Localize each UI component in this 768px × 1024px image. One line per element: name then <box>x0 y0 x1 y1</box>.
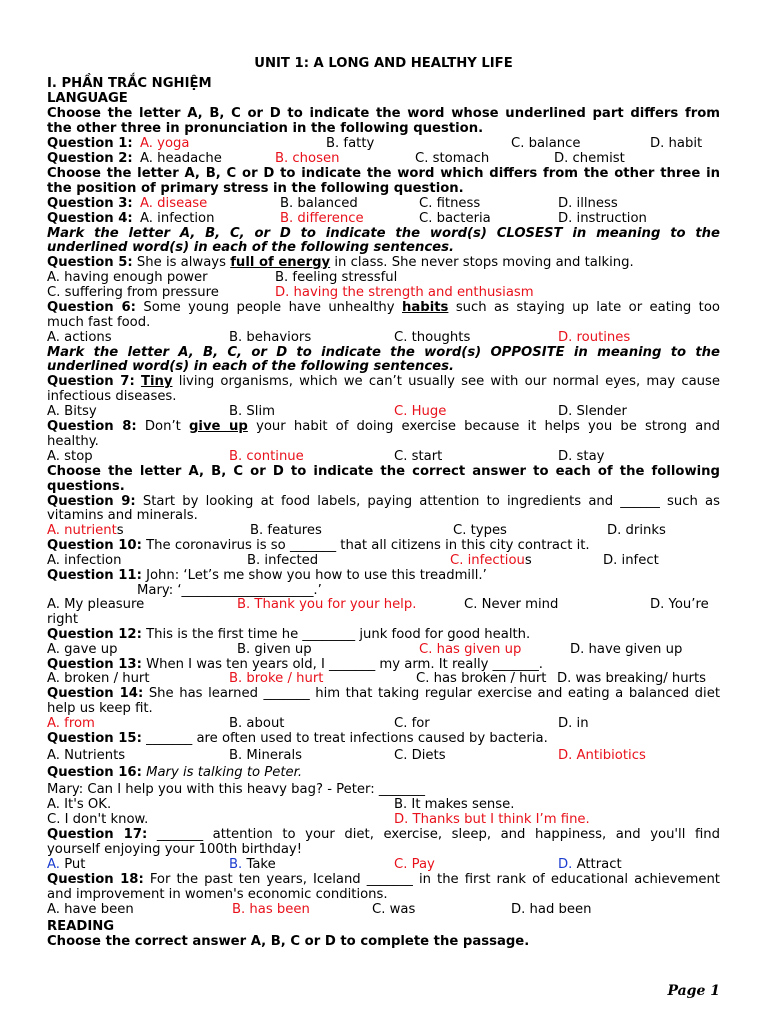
question-17-options <box>47 857 720 872</box>
question-label: Question 10: <box>47 538 142 553</box>
option-d: D. have given up <box>570 642 683 657</box>
option-b: B. Minerals <box>229 748 302 763</box>
question-14 <box>47 686 720 701</box>
question-7-continued: infectious diseases. <box>47 389 177 404</box>
option-b: B. chosen <box>275 151 340 166</box>
question-label: Question 2: <box>47 151 133 166</box>
option-d: D. was breaking/ hurts <box>557 671 707 686</box>
question-label: Question 13: <box>47 657 142 672</box>
question-label: Question 12: <box>47 627 142 642</box>
question-14-options <box>47 716 720 731</box>
instruction-3-line-2: underlined word(s) in each of the following sentences. <box>47 240 454 255</box>
question-12 <box>47 627 720 642</box>
option-d: D. illness <box>558 196 618 211</box>
question-8-options <box>47 449 720 464</box>
option-b: B. Slim <box>229 404 275 419</box>
option-c: C. stomach <box>415 151 490 166</box>
option-d: D. stay <box>558 449 605 464</box>
instruction-2-line-2: the position of primary stress in the following question. <box>47 181 464 196</box>
option-b: B. broke / hurt <box>229 671 324 686</box>
option-c: C. start <box>394 449 443 464</box>
question-11 <box>47 568 720 583</box>
option-a: A. Nutrients <box>47 748 126 763</box>
question-18 <box>47 872 720 887</box>
option-c: C. has broken / hurt <box>416 671 547 686</box>
section-heading: I. PHẦN TRẮC NGHIỆM <box>47 76 212 91</box>
option-d-letter: D. <box>558 857 573 872</box>
question-text: She is always <box>136 255 226 270</box>
question-18-options <box>47 902 720 917</box>
option-a: A. gave up <box>47 642 118 657</box>
question-text: When I was ten years old, I _______ my arm. It really _______. <box>146 657 543 672</box>
question-text: Some young people have unhealthy <box>143 300 395 315</box>
option-c: C. balance <box>511 136 581 151</box>
option-c: C. Diets <box>394 748 446 763</box>
question-text: Mary is talking to Peter. <box>146 765 303 780</box>
question-13-options <box>47 671 720 686</box>
option-d: D. having the strength and enthusiasm <box>275 285 534 300</box>
instruction-2-line-1: Choose the letter A, B, C or D to indicate the word which differs from the other three in <box>47 166 720 181</box>
option-c-answer: C. infectiou <box>450 553 525 568</box>
question-9-continued: vitamins and minerals. <box>47 508 198 523</box>
question-text: _______ are often used to treat infections caused by bacteria. <box>146 731 548 746</box>
option-b: B. about <box>229 716 285 731</box>
option-b: B. difference <box>280 211 364 226</box>
option-d: D. drinks <box>607 523 666 538</box>
option-a: A. infection <box>140 211 215 226</box>
option-d-text: Attract <box>576 857 622 872</box>
option-a: A. infection <box>47 553 122 568</box>
option-c: C. Pay <box>394 857 435 872</box>
question-label: Question 15: <box>47 731 142 746</box>
option-d: D. routines <box>558 330 631 345</box>
option-b: B. features <box>250 523 322 538</box>
option-d: D. in <box>558 716 589 731</box>
option-c: C. for <box>394 716 430 731</box>
question-label: Question 9: <box>47 494 136 509</box>
question-4 <box>47 211 720 226</box>
underlined-keyword: habits <box>402 300 449 315</box>
question-text: _______ attention to your diet, exercise, sleep, and happiness, and you'll find <box>156 827 720 842</box>
reading-heading: READING <box>47 919 115 934</box>
option-a: A. headache <box>140 151 222 166</box>
page-number: Page 1 <box>667 983 720 999</box>
option-d: D. Antibiotics <box>558 748 646 763</box>
question-label: Question 18: <box>47 872 144 887</box>
question-5-options-row-1 <box>47 270 720 285</box>
question-6 <box>47 300 720 315</box>
question-label: Question 1: <box>47 136 133 151</box>
option-b-text: Take <box>246 857 276 872</box>
option-a-answer: A. nutrient <box>47 523 117 538</box>
question-label: Question 16: <box>47 765 142 780</box>
question-text: such as staying up late or eating too <box>455 300 720 315</box>
option-c: C. types <box>453 523 507 538</box>
reading-instruction: Choose the correct answer A, B, C or D to complete the passage. <box>47 934 530 949</box>
option-a: A. It's OK. <box>47 797 112 812</box>
dialogue-line: Mary: ‘____________________.’ <box>137 583 322 598</box>
question-7 <box>47 374 720 389</box>
instruction-4-line-2: underlined word(s) in each of the following sentences. <box>47 359 454 374</box>
instruction-4-line-1: Mark the letter A, B, C, or D to indicate the word(s) OPPOSITE in meaning to the <box>47 345 720 360</box>
question-label: Question 3: <box>47 196 133 211</box>
option-b: B. Thank you for your help. <box>237 597 417 612</box>
option-b: B. fatty <box>326 136 375 151</box>
question-text: Start by looking at food labels, paying attention to ingredients and ______ such as <box>142 494 720 509</box>
question-label: Question 5: <box>47 255 133 270</box>
option-c: C. Never mind <box>464 597 559 612</box>
option-a: A. stop <box>47 449 93 464</box>
option-a: A. from <box>47 716 95 731</box>
question-18-continued: and improvement in women's economic conditions. <box>47 887 388 902</box>
question-label: Question 17: <box>47 827 148 842</box>
option-a: A. actions <box>47 330 112 345</box>
option-a: A. having enough power <box>47 270 208 285</box>
question-16-options-row-2 <box>47 812 720 827</box>
question-label: Question 14: <box>47 686 144 701</box>
option-c: C. was <box>372 902 416 917</box>
instruction-5-line-1: Choose the letter A, B, C or D to indicate the correct answer to each of the following <box>47 464 720 479</box>
question-15-options <box>47 748 720 763</box>
option-c-suffix: s <box>524 553 532 568</box>
option-d <box>558 857 622 872</box>
question-text: This is the first time he ________ junk food for good health. <box>146 627 531 642</box>
underlined-keyword: give up <box>188 419 248 434</box>
option-d: D. chemist <box>554 151 625 166</box>
question-text: living organisms, which we can’t usually see with our normal eyes, may cause <box>178 374 721 389</box>
question-8-continued: healthy. <box>47 434 99 449</box>
question-text: John: ‘Let’s me show you how to use this treadmill.’ <box>146 568 487 583</box>
option-a: A. broken / hurt <box>47 671 150 686</box>
question-8 <box>47 419 720 434</box>
question-text: Don’t <box>144 419 181 434</box>
option-a: A. yoga <box>140 136 190 151</box>
subsection-heading: LANGUAGE <box>47 91 128 106</box>
option-c: C. has given up <box>419 642 522 657</box>
option-d: D. You’re <box>650 597 709 612</box>
option-b: B. given up <box>237 642 312 657</box>
option-a: A. My pleasure <box>47 597 145 612</box>
question-11-continued: right <box>47 612 78 627</box>
option-b: B. It makes sense. <box>394 797 515 812</box>
instruction-5-line-2: questions. <box>47 479 125 494</box>
option-d: D. habit <box>650 136 703 151</box>
option-a-letter: A. <box>47 857 60 872</box>
question-text: The coronavirus is so _______ that all citizens in this city contract it. <box>146 538 590 553</box>
option-b: B. infected <box>247 553 319 568</box>
question-6-options <box>47 330 720 345</box>
question-2 <box>47 151 720 166</box>
question-3 <box>47 196 720 211</box>
option-d: D. Thanks but I think I’m fine. <box>394 812 590 827</box>
question-13 <box>47 657 720 672</box>
option-c <box>450 553 532 568</box>
option-b: B. continue <box>229 449 304 464</box>
question-label: Question 11: <box>47 568 142 583</box>
question-16-options-row-1 <box>47 797 720 812</box>
question-9 <box>47 494 720 509</box>
option-a <box>47 523 124 538</box>
question-label: Question 8: <box>47 419 137 434</box>
option-c: C. fitness <box>419 196 481 211</box>
question-15 <box>47 731 720 746</box>
option-d: D. had been <box>511 902 592 917</box>
question-7-options <box>47 404 720 419</box>
question-10-options <box>47 553 720 568</box>
question-16-line-2: Mary: Can I help you with this heavy bag? - Peter: _______ <box>47 782 426 797</box>
option-c: C. bacteria <box>419 211 491 226</box>
question-9-options <box>47 523 720 538</box>
question-label: Question 7: <box>47 374 135 389</box>
option-a: A. disease <box>140 196 208 211</box>
question-5-options-row-2 <box>47 285 720 300</box>
underlined-keyword: Tiny <box>140 374 173 389</box>
option-a-suffix: s <box>116 523 124 538</box>
question-text: For the past ten years, Iceland _______ in the first rank of educational achievement <box>149 872 720 887</box>
option-a-text: Put <box>64 857 86 872</box>
underlined-keyword: full of energy <box>230 255 331 270</box>
question-text: your habit of doing exercise because it helps you be strong and <box>256 419 720 434</box>
option-a: A. have been <box>47 902 134 917</box>
option-b-letter: B. <box>229 857 243 872</box>
question-14-continued: help us keep fit. <box>47 701 153 716</box>
question-text: in class. She never stops moving and talking. <box>334 255 634 270</box>
question-10 <box>47 538 720 553</box>
question-17 <box>47 827 720 842</box>
option-d: D. Slender <box>558 404 627 419</box>
option-c: C. suffering from pressure <box>47 285 219 300</box>
question-11-options <box>47 597 720 612</box>
option-c: C. thoughts <box>394 330 471 345</box>
option-a <box>47 857 85 872</box>
option-b: B. balanced <box>280 196 358 211</box>
option-d: D. instruction <box>558 211 647 226</box>
question-16 <box>47 765 720 780</box>
page-title: UNIT 1: A LONG AND HEALTHY LIFE <box>254 56 513 71</box>
option-b <box>229 857 276 872</box>
option-c: C. I don't know. <box>47 812 149 827</box>
instruction-3-line-1: Mark the letter A, B, C, or D to indicate the word(s) CLOSEST in meaning to the <box>47 226 720 241</box>
instruction-1-line-2: the other three in pronunciation in the following question. <box>47 121 484 136</box>
option-b: B. has been <box>232 902 310 917</box>
question-5 <box>47 255 720 270</box>
question-1 <box>47 136 720 151</box>
question-text: She has learned _______ him that taking regular exercise and eating a balanced diet <box>148 686 720 701</box>
question-12-options <box>47 642 720 657</box>
option-c: C. Huge <box>394 404 447 419</box>
instruction-1-line-1: Choose the letter A, B, C or D to indicate the word whose underlined part differs from <box>47 106 720 121</box>
question-17-continued: yourself enjoying your 100th birthday! <box>47 842 302 857</box>
question-label: Question 4: <box>47 211 133 226</box>
option-d: D. infect <box>603 553 659 568</box>
option-a: A. Bitsy <box>47 404 97 419</box>
question-6-continued: much fast food. <box>47 315 151 330</box>
option-b: B. feeling stressful <box>275 270 398 285</box>
question-label: Question 6: <box>47 300 136 315</box>
option-b: B. behaviors <box>229 330 312 345</box>
